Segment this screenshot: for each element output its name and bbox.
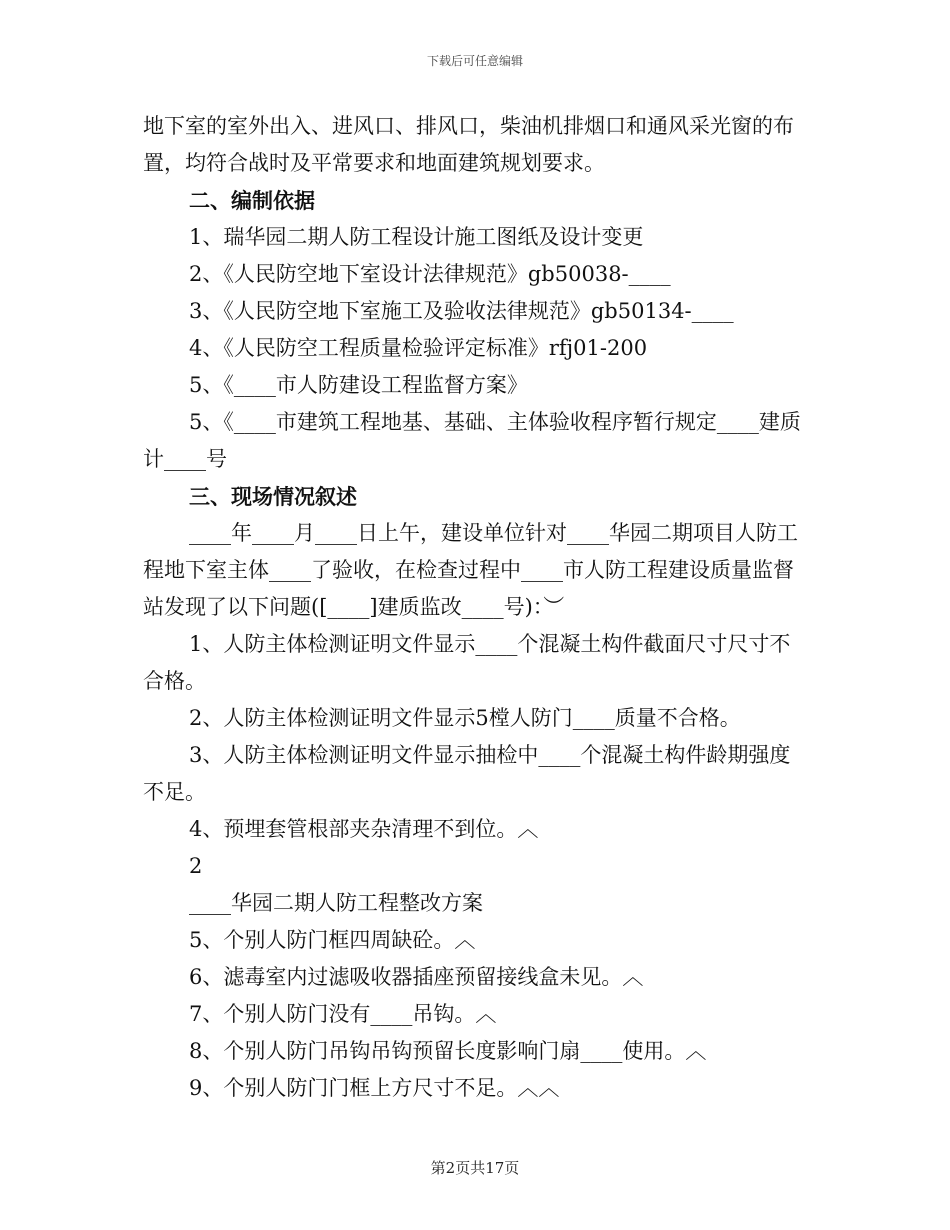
paragraph: 3、人防主体检测证明文件显示抽检中____个混凝土构件龄期强度不足。 xyxy=(143,743,791,804)
page-header: 下载后可任意编辑 xyxy=(426,54,523,68)
paragraph: 5、《____市建筑工程地基、基础、主体验收程序暂行规定____建质计____号 xyxy=(143,410,801,471)
section-heading: 三、现场情况叙述 xyxy=(189,484,357,509)
paragraph: 4、《人民防空工程质量检验评定标准》rfj01-200 xyxy=(189,336,648,360)
paragraph: 5、个别人防门框四周缺砼。︿ xyxy=(189,928,476,952)
paragraph: 3、《人民防空地下室施工及验收法律规范》gb50134-____ xyxy=(189,299,734,323)
paragraph: 8、个别人防门吊钩吊钩预留长度影响门扇____使用。︿ xyxy=(189,1039,707,1063)
section-heading: 二、编制依据 xyxy=(189,188,315,213)
paragraph: 2、《人民防空地下室设计法律规范》gb50038-____ xyxy=(189,262,671,286)
page-footer: 第2页共17页 xyxy=(430,1159,520,1177)
paragraph: ____年____月____日上午，建设单位针对____华园二期项目人防工程地下室主体____了验收，在检查过程中____市人防工程建设质量监督站发现了以下问题([____]建质监改____号)：︶ xyxy=(143,521,798,619)
paragraph: 4、预埋套管根部夹杂清理不到位。︿ xyxy=(189,817,539,841)
paragraph: 2 xyxy=(189,854,203,878)
paragraph: 2、人防主体检测证明文件显示5樘人防门____质量不合格。 xyxy=(189,706,741,730)
paragraph: ____华园二期人防工程整改方案 xyxy=(189,891,483,915)
paragraph: 地下室的室外出入、进风口、排风口，柴油机排烟口和通风采光窗的布置，均符合战时及平常要求和地面建筑规划要求。 xyxy=(143,114,794,175)
paragraph: 1、瑞华园二期人防工程设计施工图纸及设计变更 xyxy=(189,225,644,249)
paragraph: 5、《____市人防建设工程监督方案》 xyxy=(189,373,528,397)
paragraph: 6、滤毒室内过滤吸收器插座预留接线盒未见。︿ xyxy=(189,965,644,989)
document-body xyxy=(143,108,808,1107)
paragraph: 1、人防主体检测证明文件显示____个混凝土构件截面尺寸尺寸不合格。 xyxy=(143,632,791,693)
paragraph: 9、个别人防门门框上方尺寸不足。︿︿ xyxy=(189,1076,560,1100)
paragraph: 7、个别人防门没有____吊钩。︿ xyxy=(189,1002,497,1026)
